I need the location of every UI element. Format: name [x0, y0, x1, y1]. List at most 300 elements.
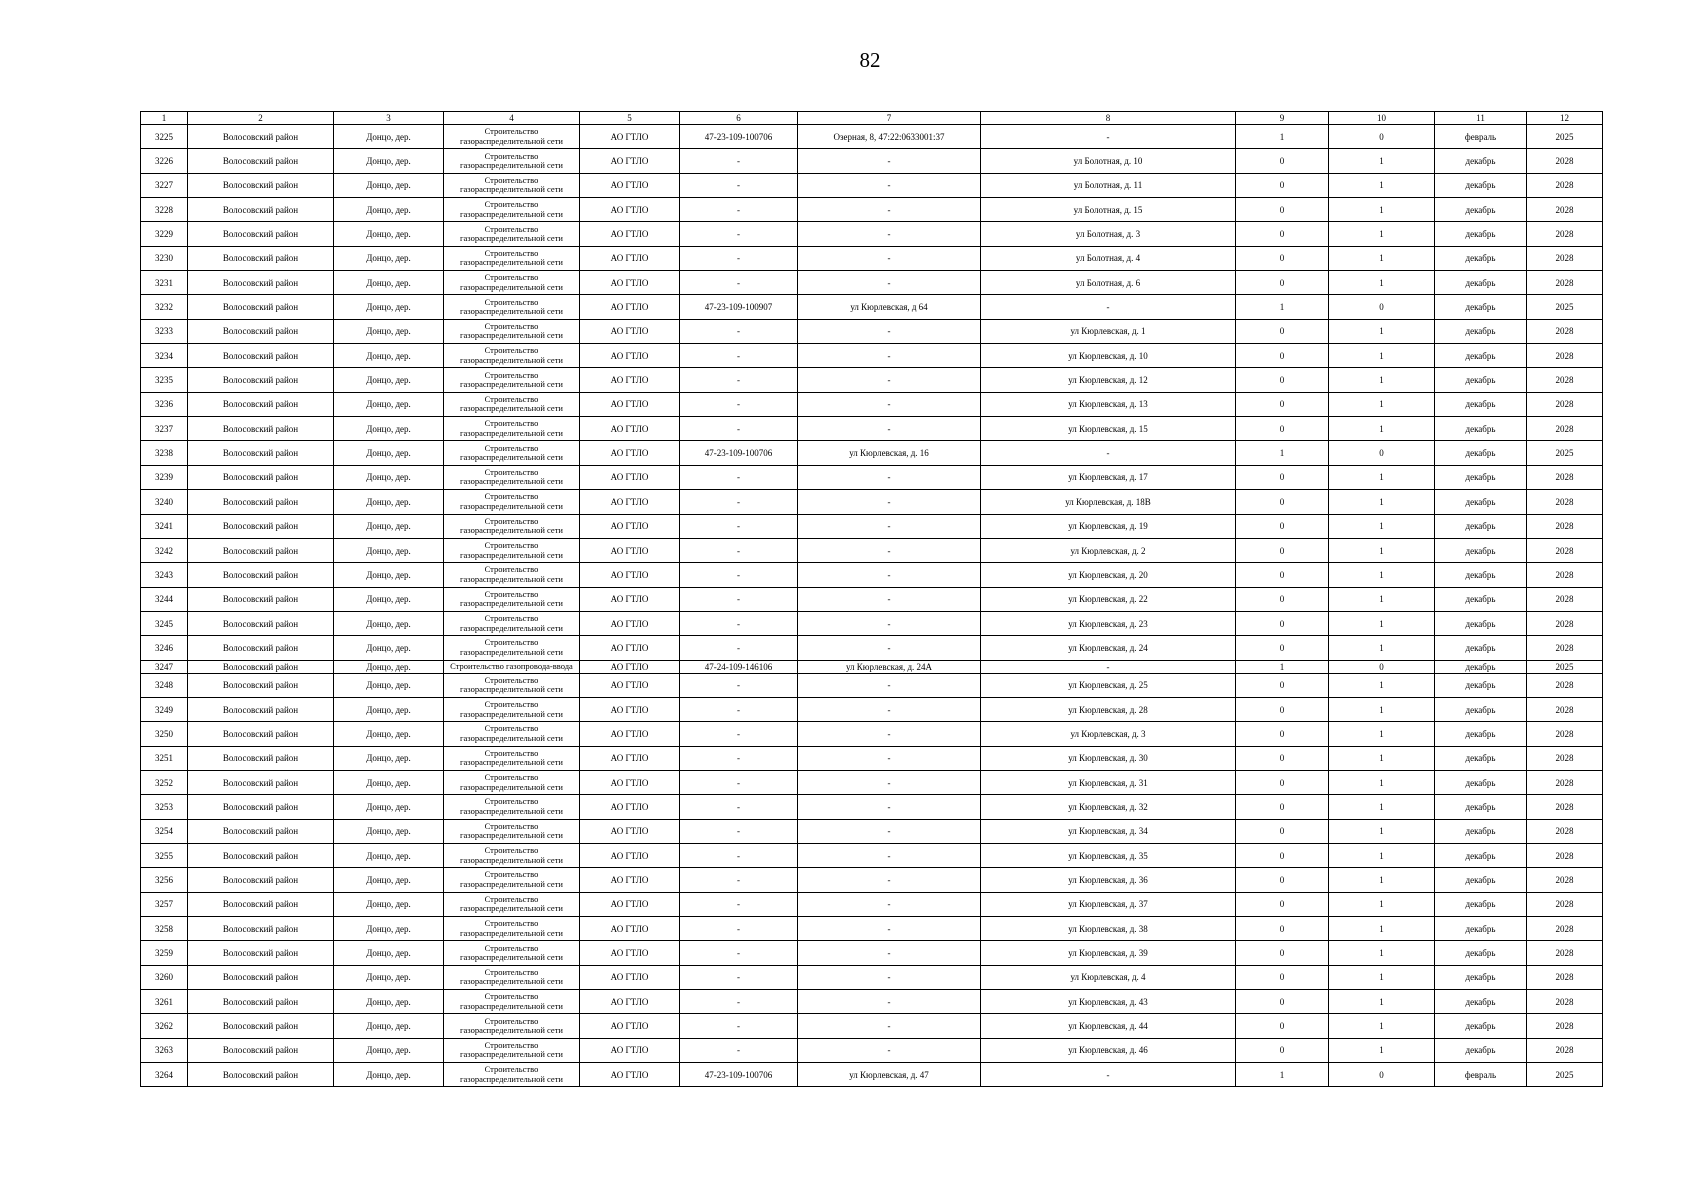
work-type-cell: Строительство газораспределительной сети — [444, 563, 580, 587]
work-type-cell: Строительство газораспределительной сети — [444, 149, 580, 173]
row-number-cell: 3226 — [141, 149, 188, 173]
settlement-cell: Донцо, дер. — [334, 990, 444, 1014]
object-address-cell: - — [798, 917, 981, 941]
organization-cell: АО ГТЛО — [580, 1063, 680, 1087]
row-number-cell: 3235 — [141, 368, 188, 392]
count-b-cell: 0 — [1329, 441, 1435, 465]
object-address-cell: ул Кюрлевская, д. 47 — [798, 1063, 981, 1087]
settlement-cell: Донцо, дер. — [334, 246, 444, 270]
object-address-cell: - — [798, 819, 981, 843]
organization-cell: АО ГТЛО — [580, 173, 680, 197]
count-a-cell: 0 — [1236, 514, 1329, 538]
work-type-cell: Строительство газораспределительной сети — [444, 125, 580, 149]
row-number-cell: 3241 — [141, 514, 188, 538]
program-code-cell: - — [680, 611, 798, 635]
connection-address-cell: ул Кюрлевская, д. 23 — [981, 611, 1236, 635]
month-cell: декабрь — [1435, 1014, 1527, 1038]
table-row — [141, 198, 1603, 222]
table-row — [141, 368, 1603, 392]
table-row — [141, 295, 1603, 319]
district-cell: Волосовский район — [188, 271, 334, 295]
month-cell: декабрь — [1435, 819, 1527, 843]
month-cell: декабрь — [1435, 514, 1527, 538]
settlement-cell: Донцо, дер. — [334, 295, 444, 319]
month-cell: декабрь — [1435, 673, 1527, 697]
organization-cell: АО ГТЛО — [580, 149, 680, 173]
row-number-cell: 3256 — [141, 868, 188, 892]
month-cell: декабрь — [1435, 465, 1527, 489]
work-type-cell: Строительство газораспределительной сети — [444, 246, 580, 270]
count-b-cell: 0 — [1329, 1063, 1435, 1087]
organization-cell: АО ГТЛО — [580, 222, 680, 246]
count-b-cell: 1 — [1329, 1014, 1435, 1038]
object-address-cell: ул Кюрлевская, д 64 — [798, 295, 981, 319]
count-b-cell: 1 — [1329, 173, 1435, 197]
settlement-cell: Донцо, дер. — [334, 941, 444, 965]
row-number-cell: 3225 — [141, 125, 188, 149]
district-cell: Волосовский район — [188, 1014, 334, 1038]
year-cell: 2028 — [1527, 465, 1603, 489]
month-cell: декабрь — [1435, 173, 1527, 197]
organization-cell: АО ГТЛО — [580, 611, 680, 635]
settlement-cell: Донцо, дер. — [334, 125, 444, 149]
column-header-4: 4 — [444, 112, 580, 125]
connection-address-cell: ул Кюрлевская, д. 39 — [981, 941, 1236, 965]
district-cell: Волосовский район — [188, 819, 334, 843]
count-b-cell: 1 — [1329, 222, 1435, 246]
organization-cell: АО ГТЛО — [580, 417, 680, 441]
year-cell: 2028 — [1527, 368, 1603, 392]
count-a-cell: 0 — [1236, 587, 1329, 611]
month-cell: декабрь — [1435, 965, 1527, 989]
year-cell: 2028 — [1527, 722, 1603, 746]
district-cell: Волосовский район — [188, 417, 334, 441]
connection-address-cell: - — [981, 1063, 1236, 1087]
program-code-cell: - — [680, 819, 798, 843]
table-row — [141, 149, 1603, 173]
settlement-cell: Донцо, дер. — [334, 538, 444, 562]
connection-address-cell: ул Болотная, д. 4 — [981, 246, 1236, 270]
program-code-cell: - — [680, 344, 798, 368]
organization-cell: АО ГТЛО — [580, 490, 680, 514]
object-address-cell: - — [798, 770, 981, 794]
column-header-1: 1 — [141, 112, 188, 125]
district-cell: Волосовский район — [188, 965, 334, 989]
table-row — [141, 125, 1603, 149]
district-cell: Волосовский район — [188, 125, 334, 149]
connection-address-cell: ул Кюрлевская, д. 18В — [981, 490, 1236, 514]
object-address-cell: - — [798, 843, 981, 867]
settlement-cell: Донцо, дер. — [334, 149, 444, 173]
column-header-5: 5 — [580, 112, 680, 125]
count-b-cell: 0 — [1329, 295, 1435, 319]
organization-cell: АО ГТЛО — [580, 636, 680, 660]
district-cell: Волосовский район — [188, 990, 334, 1014]
year-cell: 2028 — [1527, 392, 1603, 416]
month-cell: декабрь — [1435, 941, 1527, 965]
connection-address-cell: - — [981, 295, 1236, 319]
table-row — [141, 660, 1603, 673]
table-row — [141, 746, 1603, 770]
year-cell: 2028 — [1527, 673, 1603, 697]
district-cell: Волосовский район — [188, 514, 334, 538]
count-a-cell: 0 — [1236, 722, 1329, 746]
program-code-cell: - — [680, 392, 798, 416]
row-number-cell: 3228 — [141, 198, 188, 222]
work-type-cell: Строительство газораспределительной сети — [444, 514, 580, 538]
table-row — [141, 795, 1603, 819]
object-address-cell: - — [798, 490, 981, 514]
column-number-row — [141, 112, 1603, 125]
organization-cell: АО ГТЛО — [580, 246, 680, 270]
count-a-cell: 1 — [1236, 1063, 1329, 1087]
program-code-cell: - — [680, 770, 798, 794]
year-cell: 2028 — [1527, 941, 1603, 965]
count-a-cell: 0 — [1236, 417, 1329, 441]
settlement-cell: Донцо, дер. — [334, 917, 444, 941]
district-cell: Волосовский район — [188, 319, 334, 343]
row-number-cell: 3245 — [141, 611, 188, 635]
count-a-cell: 0 — [1236, 465, 1329, 489]
row-number-cell: 3247 — [141, 660, 188, 673]
registry-table — [140, 111, 1603, 1087]
count-a-cell: 0 — [1236, 392, 1329, 416]
table-body — [141, 125, 1603, 1087]
table-row — [141, 722, 1603, 746]
settlement-cell: Донцо, дер. — [334, 673, 444, 697]
program-code-cell: - — [680, 990, 798, 1014]
column-header-12: 12 — [1527, 112, 1603, 125]
row-number-cell: 3251 — [141, 746, 188, 770]
row-number-cell: 3231 — [141, 271, 188, 295]
count-a-cell: 0 — [1236, 344, 1329, 368]
table-row — [141, 222, 1603, 246]
month-cell: декабрь — [1435, 392, 1527, 416]
connection-address-cell: ул Кюрлевская, д. 15 — [981, 417, 1236, 441]
row-number-cell: 3257 — [141, 892, 188, 916]
object-address-cell: - — [798, 538, 981, 562]
object-address-cell: - — [798, 563, 981, 587]
month-cell: декабрь — [1435, 611, 1527, 635]
month-cell: декабрь — [1435, 697, 1527, 721]
settlement-cell: Донцо, дер. — [334, 843, 444, 867]
connection-address-cell: ул Кюрлевская, д. 31 — [981, 770, 1236, 794]
work-type-cell: Строительство газораспределительной сети — [444, 198, 580, 222]
year-cell: 2028 — [1527, 843, 1603, 867]
year-cell: 2028 — [1527, 417, 1603, 441]
table-row — [141, 990, 1603, 1014]
connection-address-cell: ул Болотная, д. 6 — [981, 271, 1236, 295]
work-type-cell: Строительство газораспределительной сети — [444, 344, 580, 368]
object-address-cell: - — [798, 222, 981, 246]
table-row — [141, 587, 1603, 611]
row-number-cell: 3252 — [141, 770, 188, 794]
month-cell: декабрь — [1435, 319, 1527, 343]
count-b-cell: 1 — [1329, 563, 1435, 587]
work-type-cell: Строительство газораспределительной сети — [444, 770, 580, 794]
table-row — [141, 636, 1603, 660]
connection-address-cell: ул Кюрлевская, д. 24 — [981, 636, 1236, 660]
program-code-cell: 47-23-109-100907 — [680, 295, 798, 319]
count-a-cell: 1 — [1236, 125, 1329, 149]
work-type-cell: Строительство газораспределительной сети — [444, 1038, 580, 1062]
row-number-cell: 3255 — [141, 843, 188, 867]
row-number-cell: 3230 — [141, 246, 188, 270]
row-number-cell: 3264 — [141, 1063, 188, 1087]
work-type-cell: Строительство газораспределительной сети — [444, 746, 580, 770]
year-cell: 2028 — [1527, 271, 1603, 295]
settlement-cell: Донцо, дер. — [334, 611, 444, 635]
work-type-cell: Строительство газораспределительной сети — [444, 611, 580, 635]
work-type-cell: Строительство газораспределительной сети — [444, 271, 580, 295]
settlement-cell: Донцо, дер. — [334, 1063, 444, 1087]
table-row — [141, 563, 1603, 587]
table-row — [141, 917, 1603, 941]
row-number-cell: 3262 — [141, 1014, 188, 1038]
count-b-cell: 1 — [1329, 319, 1435, 343]
count-a-cell: 0 — [1236, 843, 1329, 867]
month-cell: декабрь — [1435, 490, 1527, 514]
object-address-cell: - — [798, 722, 981, 746]
connection-address-cell: ул Болотная, д. 11 — [981, 173, 1236, 197]
settlement-cell: Донцо, дер. — [334, 722, 444, 746]
organization-cell: АО ГТЛО — [580, 563, 680, 587]
month-cell: декабрь — [1435, 868, 1527, 892]
settlement-cell: Донцо, дер. — [334, 770, 444, 794]
column-header-9: 9 — [1236, 112, 1329, 125]
object-address-cell: - — [798, 465, 981, 489]
connection-address-cell: ул Кюрлевская, д. 20 — [981, 563, 1236, 587]
row-number-cell: 3229 — [141, 222, 188, 246]
work-type-cell: Строительство газораспределительной сети — [444, 941, 580, 965]
count-b-cell: 0 — [1329, 660, 1435, 673]
row-number-cell: 3244 — [141, 587, 188, 611]
district-cell: Волосовский район — [188, 344, 334, 368]
count-b-cell: 1 — [1329, 965, 1435, 989]
count-b-cell: 1 — [1329, 368, 1435, 392]
year-cell: 2028 — [1527, 965, 1603, 989]
connection-address-cell: ул Кюрлевская, д. 1 — [981, 319, 1236, 343]
table-row — [141, 173, 1603, 197]
connection-address-cell: - — [981, 660, 1236, 673]
work-type-cell: Строительство газопровода-ввода — [444, 660, 580, 673]
object-address-cell: - — [798, 746, 981, 770]
connection-address-cell: ул Кюрлевская, д. 3 — [981, 722, 1236, 746]
count-b-cell: 1 — [1329, 990, 1435, 1014]
table-row — [141, 770, 1603, 794]
connection-address-cell: ул Кюрлевская, д. 37 — [981, 892, 1236, 916]
settlement-cell: Донцо, дер. — [334, 660, 444, 673]
program-code-cell: 47-23-109-100706 — [680, 1063, 798, 1087]
table-row — [141, 319, 1603, 343]
organization-cell: АО ГТЛО — [580, 514, 680, 538]
organization-cell: АО ГТЛО — [580, 344, 680, 368]
row-number-cell: 3263 — [141, 1038, 188, 1062]
column-header-10: 10 — [1329, 112, 1435, 125]
row-number-cell: 3227 — [141, 173, 188, 197]
settlement-cell: Донцо, дер. — [334, 271, 444, 295]
year-cell: 2028 — [1527, 611, 1603, 635]
row-number-cell: 3260 — [141, 965, 188, 989]
count-b-cell: 1 — [1329, 538, 1435, 562]
count-b-cell: 1 — [1329, 246, 1435, 270]
settlement-cell: Донцо, дер. — [334, 892, 444, 916]
program-code-cell: - — [680, 465, 798, 489]
district-cell: Волосовский район — [188, 746, 334, 770]
table-row — [141, 868, 1603, 892]
program-code-cell: - — [680, 636, 798, 660]
table-row — [141, 514, 1603, 538]
year-cell: 2028 — [1527, 149, 1603, 173]
work-type-cell: Строительство газораспределительной сети — [444, 368, 580, 392]
connection-address-cell: ул Кюрлевская, д. 32 — [981, 795, 1236, 819]
program-code-cell: - — [680, 843, 798, 867]
settlement-cell: Донцо, дер. — [334, 441, 444, 465]
program-code-cell: - — [680, 1038, 798, 1062]
connection-address-cell: ул Кюрлевская, д. 25 — [981, 673, 1236, 697]
settlement-cell: Донцо, дер. — [334, 417, 444, 441]
district-cell: Волосовский район — [188, 173, 334, 197]
program-code-cell: - — [680, 514, 798, 538]
object-address-cell: - — [798, 246, 981, 270]
district-cell: Волосовский район — [188, 892, 334, 916]
work-type-cell: Строительство газораспределительной сети — [444, 173, 580, 197]
connection-address-cell: ул Кюрлевская, д. 19 — [981, 514, 1236, 538]
object-address-cell: - — [798, 514, 981, 538]
table-row — [141, 1014, 1603, 1038]
district-cell: Волосовский район — [188, 441, 334, 465]
table-row — [141, 611, 1603, 635]
count-a-cell: 0 — [1236, 892, 1329, 916]
row-number-cell: 3261 — [141, 990, 188, 1014]
count-a-cell: 0 — [1236, 149, 1329, 173]
table-row — [141, 965, 1603, 989]
column-header-2: 2 — [188, 112, 334, 125]
year-cell: 2028 — [1527, 1038, 1603, 1062]
count-a-cell: 0 — [1236, 319, 1329, 343]
count-a-cell: 0 — [1236, 611, 1329, 635]
work-type-cell: Строительство газораспределительной сети — [444, 868, 580, 892]
count-a-cell: 0 — [1236, 990, 1329, 1014]
settlement-cell: Донцо, дер. — [334, 173, 444, 197]
program-code-cell: - — [680, 222, 798, 246]
month-cell: декабрь — [1435, 770, 1527, 794]
program-code-cell: - — [680, 538, 798, 562]
table-row — [141, 465, 1603, 489]
table-row — [141, 843, 1603, 867]
organization-cell: АО ГТЛО — [580, 892, 680, 916]
work-type-cell: Строительство газораспределительной сети — [444, 319, 580, 343]
table-row — [141, 941, 1603, 965]
connection-address-cell: ул Болотная, д. 15 — [981, 198, 1236, 222]
column-header-8: 8 — [981, 112, 1236, 125]
connection-address-cell: ул Кюрлевская, д. 43 — [981, 990, 1236, 1014]
count-b-cell: 1 — [1329, 843, 1435, 867]
page-number: 82 — [859, 48, 881, 72]
count-a-cell: 0 — [1236, 673, 1329, 697]
month-cell: декабрь — [1435, 587, 1527, 611]
program-code-cell: - — [680, 965, 798, 989]
program-code-cell: - — [680, 1014, 798, 1038]
organization-cell: АО ГТЛО — [580, 746, 680, 770]
year-cell: 2028 — [1527, 198, 1603, 222]
table-row — [141, 538, 1603, 562]
row-number-cell: 3238 — [141, 441, 188, 465]
month-cell: декабрь — [1435, 222, 1527, 246]
count-a-cell: 0 — [1236, 222, 1329, 246]
count-a-cell: 0 — [1236, 746, 1329, 770]
year-cell: 2028 — [1527, 587, 1603, 611]
row-number-cell: 3232 — [141, 295, 188, 319]
count-a-cell: 0 — [1236, 697, 1329, 721]
program-code-cell: - — [680, 368, 798, 392]
table-row — [141, 271, 1603, 295]
table-row — [141, 892, 1603, 916]
program-code-cell: - — [680, 917, 798, 941]
year-cell: 2028 — [1527, 1014, 1603, 1038]
work-type-cell: Строительство газораспределительной сети — [444, 465, 580, 489]
connection-address-cell: ул Кюрлевская, д. 38 — [981, 917, 1236, 941]
district-cell: Волосовский район — [188, 563, 334, 587]
connection-address-cell: ул Кюрлевская, д. 46 — [981, 1038, 1236, 1062]
count-b-cell: 1 — [1329, 941, 1435, 965]
organization-cell: АО ГТЛО — [580, 795, 680, 819]
month-cell: декабрь — [1435, 417, 1527, 441]
object-address-cell: Озерная, 8, 47:22:0633001:37 — [798, 125, 981, 149]
year-cell: 2028 — [1527, 490, 1603, 514]
connection-address-cell: ул Кюрлевская, д. 30 — [981, 746, 1236, 770]
month-cell: декабрь — [1435, 636, 1527, 660]
column-header-11: 11 — [1435, 112, 1527, 125]
count-b-cell: 1 — [1329, 417, 1435, 441]
month-cell: декабрь — [1435, 271, 1527, 295]
month-cell: декабрь — [1435, 295, 1527, 319]
organization-cell: АО ГТЛО — [580, 770, 680, 794]
row-number-cell: 3243 — [141, 563, 188, 587]
program-code-cell: - — [680, 587, 798, 611]
connection-address-cell: ул Кюрлевская, д. 10 — [981, 344, 1236, 368]
object-address-cell: - — [798, 892, 981, 916]
object-address-cell: - — [798, 344, 981, 368]
organization-cell: АО ГТЛО — [580, 198, 680, 222]
work-type-cell: Строительство газораспределительной сети — [444, 1014, 580, 1038]
row-number-cell: 3253 — [141, 795, 188, 819]
settlement-cell: Донцо, дер. — [334, 198, 444, 222]
program-code-cell: 47-23-109-100706 — [680, 125, 798, 149]
count-b-cell: 1 — [1329, 198, 1435, 222]
organization-cell: АО ГТЛО — [580, 990, 680, 1014]
table-row — [141, 392, 1603, 416]
work-type-cell: Строительство газораспределительной сети — [444, 441, 580, 465]
work-type-cell: Строительство газораспределительной сети — [444, 673, 580, 697]
settlement-cell: Донцо, дер. — [334, 868, 444, 892]
count-a-cell: 0 — [1236, 1038, 1329, 1062]
settlement-cell: Донцо, дер. — [334, 697, 444, 721]
year-cell: 2025 — [1527, 1063, 1603, 1087]
count-a-cell: 0 — [1236, 173, 1329, 197]
table-row — [141, 697, 1603, 721]
program-code-cell: - — [680, 941, 798, 965]
connection-address-cell: - — [981, 125, 1236, 149]
organization-cell: АО ГТЛО — [580, 587, 680, 611]
connection-address-cell: ул Кюрлевская, д. 2 — [981, 538, 1236, 562]
connection-address-cell: ул Кюрлевская, д. 4 — [981, 965, 1236, 989]
count-b-cell: 1 — [1329, 892, 1435, 916]
month-cell: декабрь — [1435, 722, 1527, 746]
program-code-cell: - — [680, 722, 798, 746]
row-number-cell: 3246 — [141, 636, 188, 660]
organization-cell: АО ГТЛО — [580, 1014, 680, 1038]
